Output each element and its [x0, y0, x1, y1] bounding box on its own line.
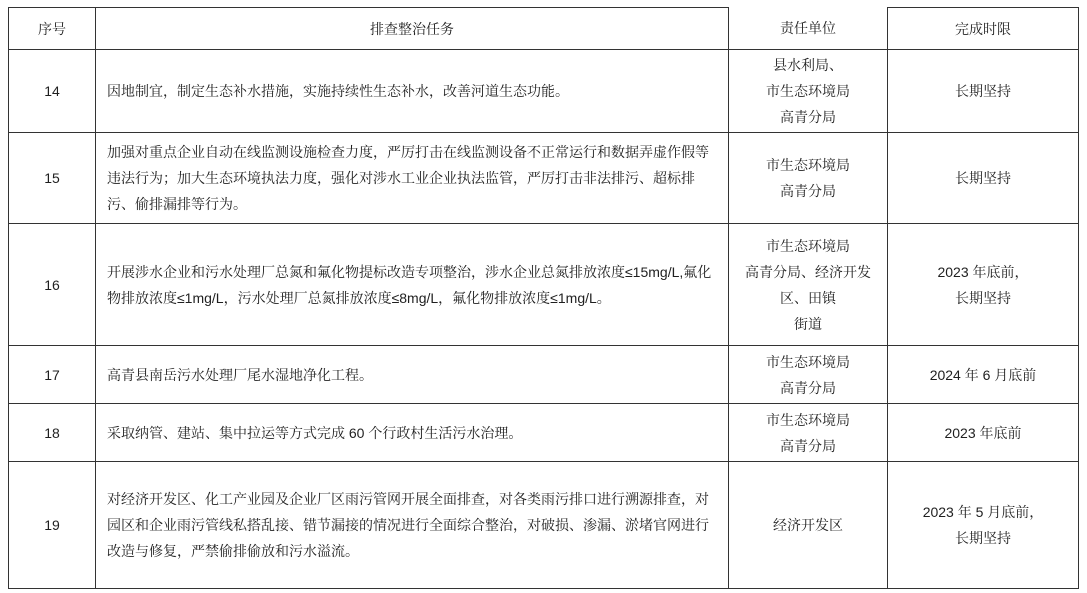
- cell-deadline: 2023 年底前， 长期坚持: [888, 224, 1079, 346]
- cell-unit: 经济开发区: [729, 462, 888, 589]
- cell-no: 18: [9, 404, 96, 462]
- column-header-deadline: 完成时限: [888, 8, 1079, 50]
- column-header-unit: 责任单位: [729, 8, 888, 50]
- cell-deadline: 2024 年 6 月底前: [888, 346, 1079, 404]
- cell-unit: 市生态环境局 高青分局、经济开发 区、田镇 街道: [729, 224, 888, 346]
- cell-task: 采取纳管、建站、集中拉运等方式完成 60 个行政村生活污水治理。: [96, 404, 729, 462]
- cell-unit: 市生态环境局 高青分局: [729, 133, 888, 224]
- cell-task: 加强对重点企业自动在线监测设施检查力度，严厉打击在线监测设备不正常运行和数据弄虚作假等违法行为；加大生态环境执法力度，强化对涉水工业企业执法监管，严厉打击非法排污、超标排污、偷排漏排等行为。: [96, 133, 729, 224]
- cell-deadline: 2023 年 5 月底前， 长期坚持: [888, 462, 1079, 589]
- column-header-task: 排查整治任务: [96, 8, 729, 50]
- cell-no: 16: [9, 224, 96, 346]
- header-row: [9, 8, 1079, 50]
- table-row: [9, 50, 1079, 133]
- cell-no: 14: [9, 50, 96, 133]
- table-row: [9, 224, 1079, 346]
- column-header-no: 序号: [9, 8, 96, 50]
- cell-task: 开展涉水企业和污水处理厂总氮和氟化物提标改造专项整治，涉水企业总氮排放浓度≤15mg/L,氟化物排放浓度≤1mg/L，污水处理厂总氮排放浓度≤8mg/L，氟化物排放浓度≤1mg/L。: [96, 224, 729, 346]
- cell-unit: 市生态环境局 高青分局: [729, 404, 888, 462]
- cell-task: 对经济开发区、化工产业园及企业厂区雨污管网开展全面排查，对各类雨污排口进行溯源排查，对园区和企业雨污管线私搭乱接、错节漏接的情况进行全面综合整治，对破损、渗漏、淤堵官网进行改造与修复，严禁偷排偷放和污水溢流。: [96, 462, 729, 589]
- cell-no: 17: [9, 346, 96, 404]
- table-row: [9, 462, 1079, 589]
- tasks-table: [8, 7, 1079, 589]
- cell-task: 高青县南岳污水处理厂尾水湿地净化工程。: [96, 346, 729, 404]
- table-header: [9, 8, 1079, 50]
- cell-unit: 市生态环境局 高青分局: [729, 346, 888, 404]
- cell-task: 因地制宜，制定生态补水措施，实施持续性生态补水，改善河道生态功能。: [96, 50, 729, 133]
- cell-no: 19: [9, 462, 96, 589]
- cell-deadline: 2023 年底前: [888, 404, 1079, 462]
- cell-unit: 县水利局、 市生态环境局 高青分局: [729, 50, 888, 133]
- cell-deadline: 长期坚持: [888, 50, 1079, 133]
- table-body: [9, 50, 1079, 589]
- table-row: [9, 404, 1079, 462]
- table-row: [9, 346, 1079, 404]
- table-row: [9, 133, 1079, 224]
- cell-no: 15: [9, 133, 96, 224]
- cell-deadline: 长期坚持: [888, 133, 1079, 224]
